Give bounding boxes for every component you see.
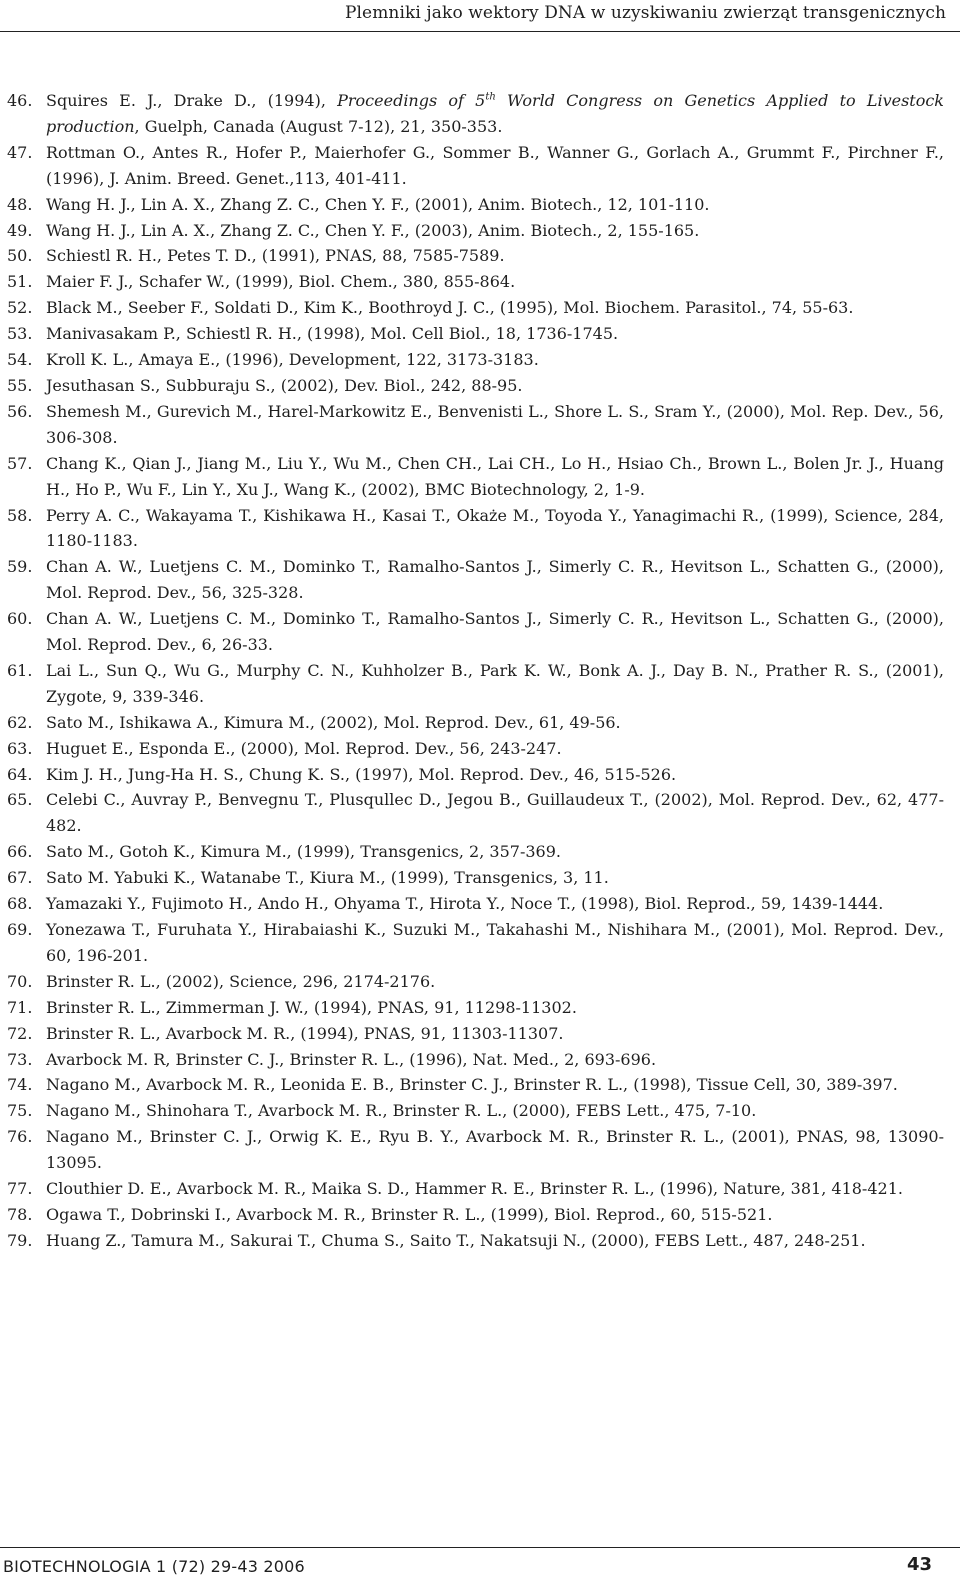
reference-number: 67. bbox=[7, 868, 33, 888]
reference-item bbox=[0, 218, 944, 244]
reference-text: Chan A. W., Luetjens C. M., Dominko T., Ramalho-Santos J., Simerly C. R., Hevitson L., Schatten G., (2000), Mol. Reprod. Dev., 56, 325-328. bbox=[46, 557, 944, 603]
reference-item bbox=[0, 1176, 944, 1202]
reference-item bbox=[0, 321, 944, 347]
reference-number: 48. bbox=[7, 194, 33, 214]
reference-text: Shemesh M., Gurevich M., Harel-Markowitz E., Benvenisti L., Shore L. S., Sram Y., (2000), Mol. Rep. Dev., 56, 306-308. bbox=[46, 401, 944, 447]
reference-text: Perry A. C., Wakayama T., Kishikawa H., Kasai T., Okaże M., Toyoda Y., Yanagimachi R., (1999), Science, 284, 1180-1183. bbox=[46, 505, 944, 551]
reference-number: 46. bbox=[7, 91, 33, 110]
reference-text: Kroll K. L., Amaya E., (1996), Development, 122, 3173-3183. bbox=[46, 350, 539, 370]
reference-item bbox=[0, 658, 944, 710]
reference-text: Wang H. J., Lin A. X., Zhang Z. C., Chen Y. F., (2003), Anim. Biotech., 2, 155-165. bbox=[46, 220, 700, 240]
reference-text: Celebi C., Auvray P., Benvegnu T., Plusqullec D., Jegou B., Guillaudeux T., (2002), Mol. Reprod. Dev., 62, 477-482. bbox=[46, 790, 944, 836]
reference-item bbox=[0, 891, 944, 917]
reference-number: 60. bbox=[7, 609, 33, 629]
reference-item bbox=[0, 1098, 944, 1124]
reference-item bbox=[0, 969, 944, 995]
reference-number: 50. bbox=[7, 246, 33, 266]
header-rule bbox=[0, 31, 960, 32]
reference-item bbox=[0, 503, 944, 555]
reference-text: Brinster R. L., (2002), Science, 296, 2174-2176. bbox=[46, 971, 436, 991]
reference-number: 57. bbox=[7, 453, 33, 473]
reference-text: Sato M. Yabuki K., Watanabe T., Kiura M., (1999), Transgenics, 3, 11. bbox=[46, 868, 609, 888]
footer-rule bbox=[0, 1547, 960, 1548]
reference-details: , Guelph, Canada (August 7-12), 21, 350-353. bbox=[134, 116, 503, 136]
reference-text: Nagano M., Avarbock M. R., Leonida E. B., Brinster C. J., Brinster R. L., (1998), Tissue Cell, 30, 389-397. bbox=[46, 1075, 898, 1095]
reference-text: Brinster R. L., Avarbock M. R., (1994), PNAS, 91, 11303-11307. bbox=[46, 1023, 564, 1043]
reference-number: 79. bbox=[7, 1230, 33, 1250]
reference-number: 72. bbox=[7, 1023, 33, 1043]
reference-item bbox=[0, 710, 944, 736]
reference-text: Sato M., Gotoh K., Kimura M., (1999), Transgenics, 2, 357-369. bbox=[46, 842, 561, 862]
reference-item bbox=[0, 865, 944, 891]
reference-number: 64. bbox=[7, 764, 33, 784]
reference-item bbox=[0, 399, 944, 451]
reference-text: Avarbock M. R, Brinster C. J., Brinster R. L., (1996), Nat. Med., 2, 693-696. bbox=[46, 1049, 657, 1069]
reference-item bbox=[0, 347, 944, 373]
reference-number: 53. bbox=[7, 324, 33, 344]
reference-number: 74. bbox=[7, 1075, 33, 1095]
reference-item bbox=[0, 995, 944, 1021]
reference-text: Yonezawa T., Furuhata Y., Hirabaiashi K., Suzuki M., Takahashi M., Nishihara M., (2001), Mol. Reprod. Dev., 60, 196-201. bbox=[46, 920, 944, 965]
reference-number: 75. bbox=[7, 1101, 33, 1121]
reference-text: Chan A. W., Luetjens C. M., Dominko T., Ramalho-Santos J., Simerly C. R., Hevitson L., Schatten G., (2000), Mol. Reprod. Dev., 6, 26-33. bbox=[46, 609, 944, 655]
reference-authors: Squires E. J., Drake D., (1994), bbox=[46, 91, 338, 110]
reference-text: Black M., Seeber F., Soldati D., Kim K., Boothroyd J. C., (1995), Mol. Biochem. Parasitol., 74, 55-63. bbox=[46, 298, 854, 318]
reference-item bbox=[0, 1202, 944, 1228]
reference-number: 47. bbox=[7, 142, 33, 162]
reference-number: 54. bbox=[7, 350, 33, 370]
reference-text: Wang H. J., Lin A. X., Zhang Z. C., Chen Y. F., (2001), Anim. Biotech., 12, 101-110. bbox=[46, 194, 710, 214]
reference-text: Brinster R. L., Zimmerman J. W., (1994), PNAS, 91, 11298-11302. bbox=[46, 997, 577, 1017]
reference-list bbox=[0, 88, 944, 1254]
reference-item bbox=[0, 606, 944, 658]
reference-item bbox=[0, 736, 944, 762]
reference-number: 69. bbox=[7, 920, 33, 939]
reference-item bbox=[0, 88, 944, 140]
reference-italic-title: Proceedings of 5th World Congress on Genetics Applied to Livestock production bbox=[46, 91, 945, 136]
reference-item bbox=[0, 373, 944, 399]
ordinal-superscript: th bbox=[485, 91, 496, 103]
reference-text: Kim J. H., Jung-Ha H. S., Chung K. S., (1997), Mol. Reprod. Dev., 46, 515-526. bbox=[46, 764, 677, 784]
reference-number: 70. bbox=[7, 971, 33, 991]
reference-text: Jesuthasan S., Subburaju S., (2002), Dev. Biol., 242, 88-95. bbox=[46, 375, 523, 395]
reference-item bbox=[0, 1072, 944, 1098]
reference-number: 55. bbox=[7, 375, 33, 395]
journal-citation: BIOTECHNOLOGIA 1 (72) 29-43 2006 bbox=[3, 1557, 305, 1576]
reference-text: Lai L., Sun Q., Wu G., Murphy C. N., Kuhholzer B., Park K. W., Bonk A. J., Day B. N., Prather R. S., (2001), Zygote, 9, 339-346. bbox=[46, 660, 944, 706]
reference-text: Ogawa T., Dobrinski I., Avarbock M. R., Brinster R. L., (1999), Biol. Reprod., 60, 515-521. bbox=[46, 1204, 773, 1224]
reference-number: 66. bbox=[7, 842, 33, 862]
reference-number: 58. bbox=[7, 505, 33, 525]
reference-item bbox=[0, 762, 944, 788]
reference-text: Rottman O., Antes R., Hofer P., Maierhofer G., Sommer B., Wanner G., Gorlach A., Grummt F., Pirchner F., (1996), J. Anim. Breed. Genet.,113, 401-411. bbox=[46, 142, 944, 188]
reference-item bbox=[0, 295, 944, 321]
reference-number: 65. bbox=[7, 790, 33, 810]
reference-text bbox=[46, 91, 944, 136]
reference-item bbox=[0, 1047, 944, 1073]
reference-number: 56. bbox=[7, 401, 33, 421]
page-number: 43 bbox=[906, 1554, 932, 1575]
reference-number: 61. bbox=[7, 660, 33, 680]
reference-number: 78. bbox=[7, 1204, 33, 1224]
reference-number: 51. bbox=[7, 272, 33, 292]
reference-text: Sato M., Ishikawa A., Kimura M., (2002), Mol. Reprod. Dev., 61, 49-56. bbox=[46, 712, 621, 732]
reference-item bbox=[0, 787, 944, 839]
reference-text: Nagano M., Shinohara T., Avarbock M. R., Brinster R. L., (2000), FEBS Lett., 475, 7-10. bbox=[46, 1101, 757, 1121]
reference-item bbox=[0, 140, 944, 192]
reference-item bbox=[0, 451, 944, 503]
reference-item bbox=[0, 917, 944, 969]
reference-item bbox=[0, 839, 944, 865]
reference-number: 59. bbox=[7, 557, 33, 577]
reference-item bbox=[0, 192, 944, 218]
running-title: Plemniki jako wektory DNA w uzyskiwaniu zwierząt transgenicznych bbox=[344, 3, 946, 23]
reference-text: Clouthier D. E., Avarbock M. R., Maika S. D., Hammer R. E., Brinster R. L., (1996), Nature, 381, 418-421. bbox=[46, 1179, 903, 1199]
reference-number: 63. bbox=[7, 738, 33, 758]
reference-text: Huguet E., Esponda E., (2000), Mol. Reprod. Dev., 56, 243-247. bbox=[46, 738, 562, 758]
reference-text: Maier F. J., Schafer W., (1999), Biol. Chem., 380, 855-864. bbox=[46, 272, 516, 292]
reference-item bbox=[0, 1021, 944, 1047]
reference-item bbox=[0, 1228, 944, 1254]
reference-text: Yamazaki Y., Fujimoto H., Ando H., Ohyama T., Hirota Y., Noce T., (1998), Biol. Reprod., 59, 1439-1444. bbox=[46, 894, 884, 914]
reference-text: Manivasakam P., Schiestl R. H., (1998), Mol. Cell Biol., 18, 1736-1745. bbox=[46, 324, 619, 344]
reference-number: 77. bbox=[7, 1179, 33, 1199]
reference-text: Chang K., Qian J., Jiang M., Liu Y., Wu M., Chen CH., Lai CH., Lo H., Hsiao Ch., Brown L., Bolen Jr. J., Huang H., Ho P., Wu F., Lin Y., Xu J., Wang K., (2002), BMC Biotechnology, 2, 1-9. bbox=[46, 453, 944, 499]
reference-item bbox=[0, 554, 944, 606]
reference-item bbox=[0, 243, 944, 269]
reference-number: 52. bbox=[7, 298, 33, 318]
reference-text: Schiestl R. H., Petes T. D., (1991), PNAS, 88, 7585-7589. bbox=[46, 246, 505, 266]
reference-number: 76. bbox=[7, 1127, 33, 1147]
reference-text: Nagano M., Brinster C. J., Orwig K. E., Ryu B. Y., Avarbock M. R., Brinster R. L., (2001), PNAS, 98, 13090-13095. bbox=[46, 1127, 944, 1173]
reference-number: 68. bbox=[7, 894, 33, 914]
reference-number: 49. bbox=[7, 220, 33, 240]
reference-item bbox=[0, 1124, 944, 1176]
reference-item bbox=[0, 269, 944, 295]
reference-text: Huang Z., Tamura M., Sakurai T., Chuma S., Saito T., Nakatsuji N., (2000), FEBS Lett., 487, 248-251. bbox=[46, 1230, 866, 1250]
reference-number: 71. bbox=[7, 997, 33, 1017]
reference-number: 73. bbox=[7, 1049, 33, 1069]
reference-number: 62. bbox=[7, 712, 33, 732]
